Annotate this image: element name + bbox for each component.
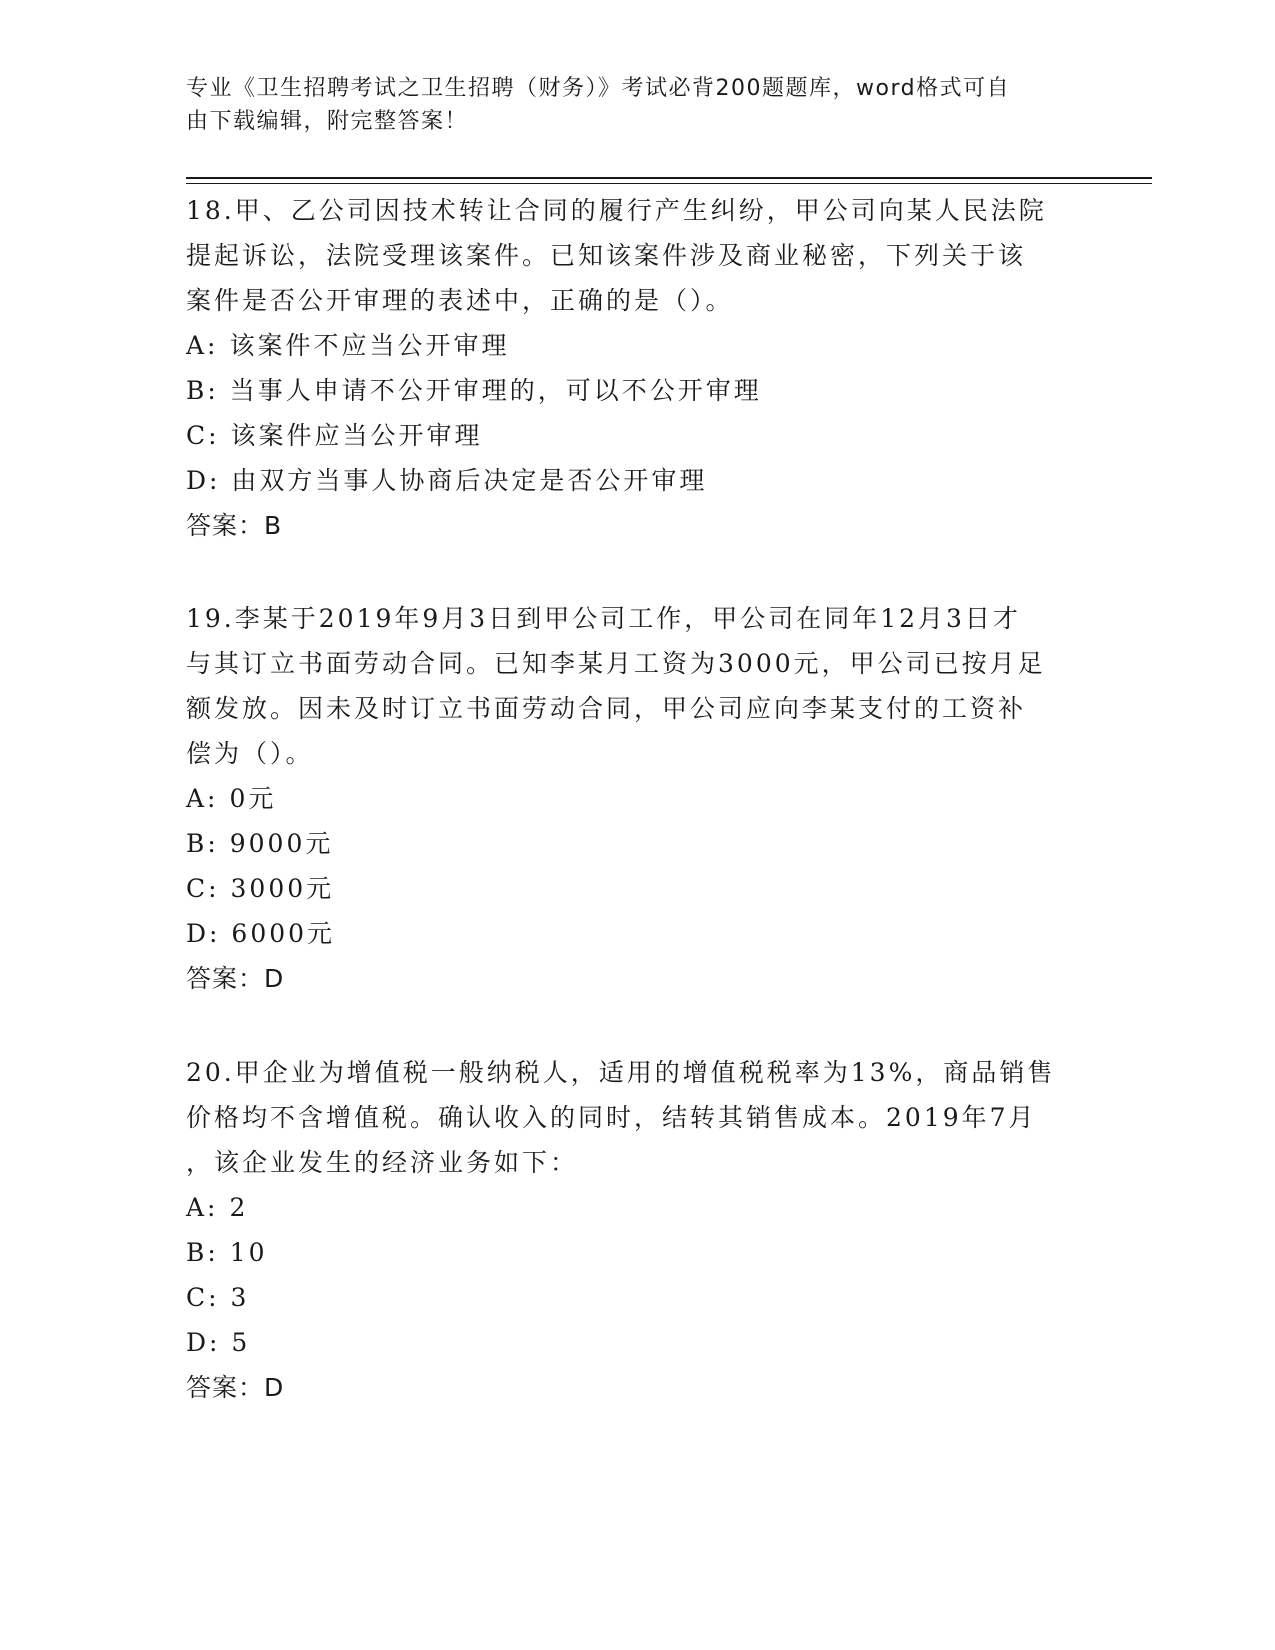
option-key: D: bbox=[186, 1328, 221, 1357]
option-text: 10 bbox=[229, 1238, 268, 1267]
question-stem-line: 提起诉讼，法院受理该案件。已知该案件涉及商业秘密，下列关于该 bbox=[186, 241, 1027, 270]
answer-line: 答案：B bbox=[186, 511, 283, 540]
option-text: 0元 bbox=[229, 784, 277, 813]
question-19 bbox=[186, 596, 1086, 1001]
option-key: B: bbox=[186, 829, 219, 858]
option-text: 该案件不应当公开审理 bbox=[229, 331, 510, 360]
option-key: D: bbox=[186, 466, 221, 495]
option-key: D: bbox=[186, 919, 221, 948]
option-key: B: bbox=[186, 1238, 219, 1267]
header-line-2: 由下载编辑，附完整答案！ bbox=[186, 109, 469, 134]
option-b bbox=[186, 821, 1086, 866]
question-18 bbox=[186, 188, 1086, 548]
question-stem-line: 额发放。因未及时订立书面劳动合同，甲公司应向李某支付的工资补 bbox=[186, 694, 1027, 723]
question-stem-line: 案件是否公开审理的表述中，正确的是（）。 bbox=[186, 286, 734, 315]
option-text: 由双方当事人协商后决定是否公开审理 bbox=[231, 466, 708, 495]
option-key: A: bbox=[186, 1193, 219, 1222]
option-key: A: bbox=[186, 331, 219, 360]
option-c bbox=[186, 1275, 1086, 1320]
option-text: 3 bbox=[230, 1283, 250, 1312]
option-c bbox=[186, 866, 1086, 911]
option-key: A: bbox=[186, 784, 219, 813]
option-text: 2 bbox=[229, 1193, 249, 1222]
option-text: 6000元 bbox=[231, 919, 336, 948]
question-stem-line: 20.甲企业为增值税一般纳税人，适用的增值税税率为13%，商品销售 bbox=[186, 1058, 1056, 1087]
answer-line: 答案：D bbox=[186, 964, 285, 993]
question-stem-line: 偿为（）。 bbox=[186, 739, 314, 768]
option-a bbox=[186, 1185, 1086, 1230]
header-line-1: 专业《卫生招聘考试之卫生招聘（财务）》考试必背200题题库，word格式可自 bbox=[186, 76, 1011, 101]
option-d bbox=[186, 458, 1086, 503]
header-divider-thin bbox=[186, 183, 1152, 184]
option-a bbox=[186, 776, 1086, 821]
option-text: 该案件应当公开审理 bbox=[230, 421, 483, 450]
question-stem-line: 19.李某于2019年9月3日到甲公司工作，甲公司在同年12月3日才 bbox=[186, 604, 1021, 633]
option-key: C: bbox=[186, 1283, 220, 1312]
option-key: C: bbox=[186, 874, 220, 903]
answer-line: 答案：D bbox=[186, 1373, 285, 1402]
option-text: 5 bbox=[231, 1328, 251, 1357]
option-c bbox=[186, 413, 1086, 458]
option-text: 9000元 bbox=[229, 829, 334, 858]
option-a bbox=[186, 323, 1086, 368]
question-stem-line: 18.甲、乙公司因技术转让合同的履行产生纠纷，甲公司向某人民法院 bbox=[186, 196, 1047, 225]
option-text: 当事人申请不公开审理的，可以不公开审理 bbox=[229, 376, 762, 405]
question-stem-line: 价格均不含增值税。确认收入的同时，结转其销售成本。2019年7月 bbox=[186, 1103, 1037, 1132]
question-20 bbox=[186, 1050, 1086, 1410]
option-d bbox=[186, 1320, 1086, 1365]
document-header bbox=[186, 72, 1066, 138]
option-text: 3000元 bbox=[230, 874, 335, 903]
question-stem-line: 与其订立书面劳动合同。已知李某月工资为3000元，甲公司已按月足 bbox=[186, 649, 1046, 678]
option-d bbox=[186, 911, 1086, 956]
header-divider-thick bbox=[186, 177, 1152, 179]
option-b bbox=[186, 368, 1086, 413]
question-stem-line: ，该企业发生的经济业务如下： bbox=[186, 1148, 579, 1177]
option-b bbox=[186, 1230, 1086, 1275]
option-key: C: bbox=[186, 421, 220, 450]
option-key: B: bbox=[186, 376, 219, 405]
